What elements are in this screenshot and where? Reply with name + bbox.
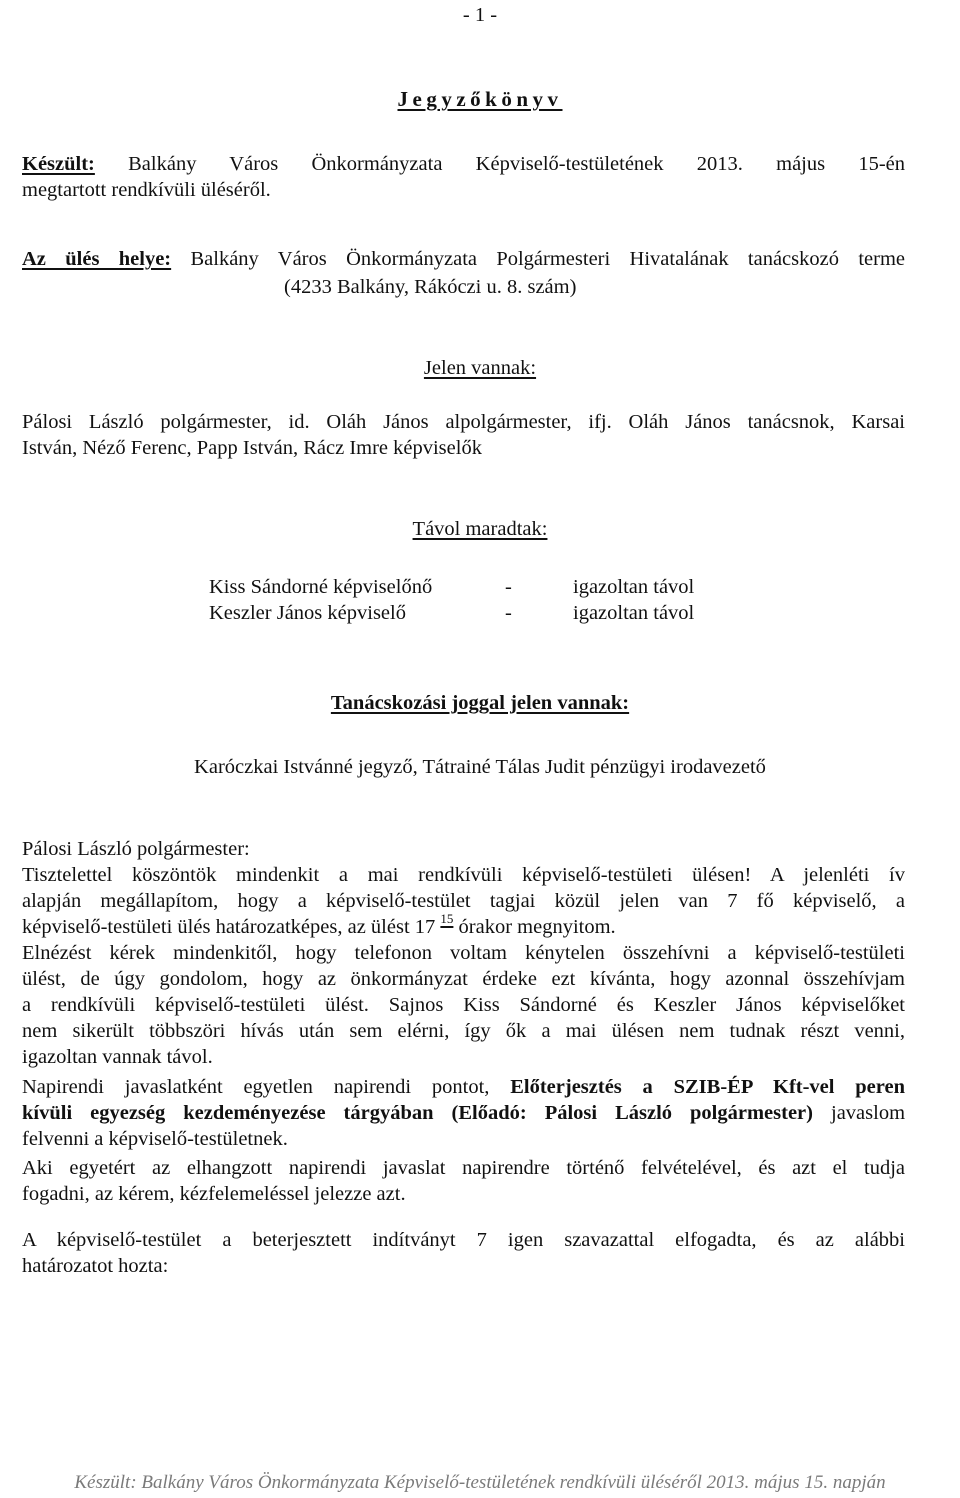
resolution-line-1: A képviselő-testület a beterjesztett indítványt 7 igen szavazattal elfogadta, és az alábbi [22, 1229, 905, 1251]
document-title: Jegyzőkönyv [397, 87, 563, 111]
speech-p3-line-2-after: javaslom [831, 1102, 906, 1124]
resolution-line-2: határozatot hozta: [22, 1255, 169, 1277]
absent-heading: Távol maradtak: [412, 518, 548, 540]
speech-p3-line-1-before: Napirendi javaslatként egyetlen napirendi pontot, [22, 1076, 490, 1098]
agenda-item-title-1: Előterjesztés a SZIB-ÉP Kft-vel peren [510, 1076, 905, 1098]
absent-row-2-dash: - [505, 602, 512, 624]
speech-p2-line-5: igazoltan vannak távol. [22, 1046, 213, 1068]
venue-line-1 [22, 246, 905, 272]
absent-row-1-status: igazoltan távol [573, 576, 695, 598]
page-number: - 1 - [462, 4, 498, 26]
speech-p2-line-2: ülést, de úgy gondolom, hogy az önkormányzat érdeke ezt kívánta, hogy azonnal összehívjam [22, 968, 905, 990]
speech-p2-line-3: a rendkívüli képviselő-testületi ülést. Sajnos Kiss Sándorné és Keszler János képviselőket [22, 994, 905, 1016]
speech-p3-line-1 [22, 1074, 905, 1100]
intro-line-1 [22, 151, 905, 177]
present-line-1: Pálosi László polgármester, id. Oláh János alpolgármester, ifj. Oláh János tanácsnok, Karsai [22, 411, 905, 433]
absent-row-1-name: Kiss Sándorné képviselőnő [209, 576, 433, 598]
venue-text-2: (4233 Balkány, Rákóczi u. 8. szám) [284, 276, 577, 298]
speech-p4-line-2: fogadni, az kérem, kézfelemeléssel jelezze azt. [22, 1183, 406, 1205]
speech-p1-last-before: képviselő-testületi ülés határozatképes, az ülést 17 [22, 916, 436, 938]
advisory-heading: Tanácskozási joggal jelen vannak: [330, 692, 630, 714]
advisory-text: Karóczkai Istvánné jegyző, Tátrainé Tálas Judit pénzügyi irodavezető [194, 756, 766, 778]
intro-label: Készült: [22, 153, 95, 175]
speech-p1-line-2: alapján megállapítom, hogy a képviselő-testület tagjai közül jelen van 7 fő képviselő, a [22, 890, 905, 912]
time-superscript: 15 [440, 911, 454, 927]
intro-text-1: Balkány Város Önkormányzata Képviselő-testületének 2013. május 15-én [128, 153, 906, 175]
absent-row-1-dash: - [505, 576, 512, 598]
speech-p3-line-3: felvenni a képviselő-testületnek. [22, 1128, 288, 1150]
absent-row-2-name: Keszler János képviselő [209, 602, 406, 624]
present-line-2: István, Néző Ferenc, Papp István, Rácz Imre képviselők [22, 437, 482, 459]
absent-row-2-status: igazoltan távol [573, 602, 695, 624]
intro-text-2: megtartott rendkívüli üléséről. [22, 179, 271, 201]
page-footer: Készült: Balkány Város Önkormányzata Képviselő-testületének rendkívüli üléséről 2013. május 15. napján [74, 1472, 886, 1493]
venue-label: Az ülés helye: [22, 248, 172, 270]
speech-p4-line-1: Aki egyetért az elhangzott napirendi javaslat napirendre történő felvételével, és azt el tudja [22, 1157, 905, 1179]
present-heading: Jelen vannak: [423, 357, 537, 379]
speaker-label: Pálosi László polgármester: [22, 838, 250, 860]
speech-p1-line-3 [22, 911, 905, 940]
speech-p1-line-1: Tisztelettel köszöntök mindenkit a mai rendkívüli képviselő-testületi ülésen! A jelenléti ív [22, 864, 905, 886]
agenda-item-title-2: kívüli egyezség kezdeményezése tárgyában (Előadó: Pálosi László polgármester) [22, 1102, 813, 1124]
speech-p3-line-2 [22, 1100, 905, 1126]
speech-p2-line-4: nem sikerült többszöri hívás után sem elérni, így ők a mai ülésen nem tudnak részt venni, [22, 1020, 905, 1042]
venue-text-1: Balkány Város Önkormányzata Polgármesteri Hivatalának tanácskozó terme [190, 248, 905, 270]
speech-p1-last-after: órakor megnyitom. [458, 916, 616, 938]
speech-p2-line-1: Elnézést kérek mindenkitől, hogy telefonon voltam kénytelen összehívni a képviselő-testületi [22, 942, 905, 964]
